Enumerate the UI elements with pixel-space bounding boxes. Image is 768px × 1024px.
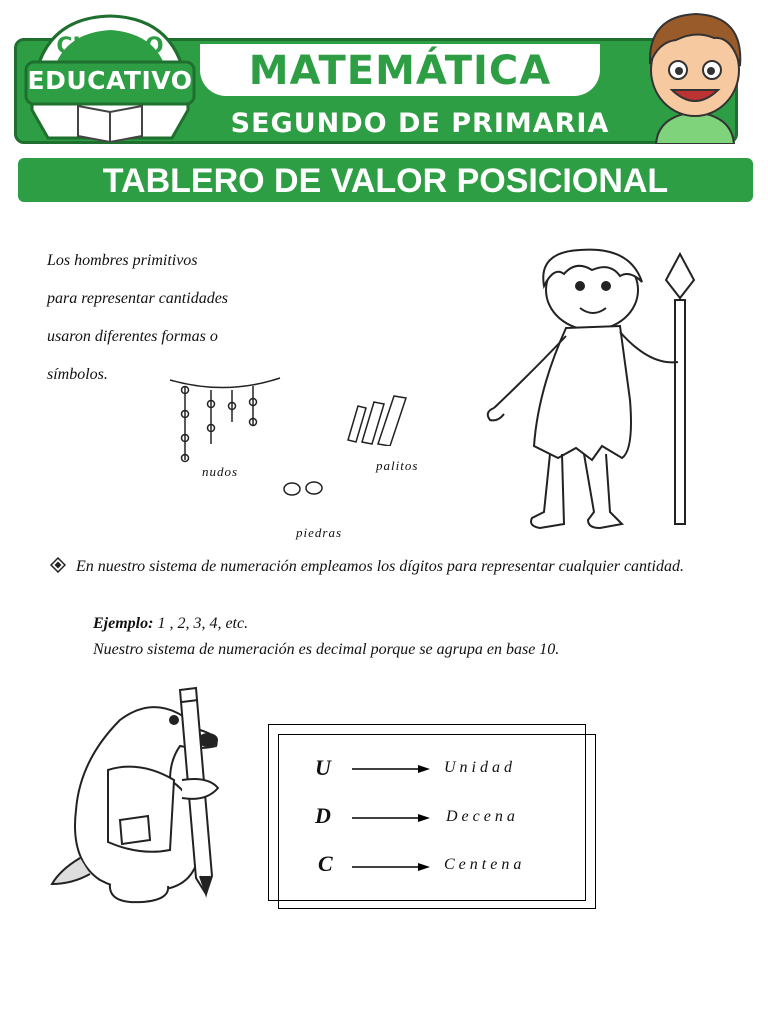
place-letter-d: D <box>315 803 331 828</box>
label-palitos: palitos <box>376 458 419 473</box>
subject-title: MATEMÁTICA <box>248 48 552 94</box>
arrow-right-icon <box>352 862 432 872</box>
place-letter-c: C <box>318 851 333 876</box>
page-title: TABLERO DE VALOR POSICIONAL <box>102 162 669 200</box>
mole-with-pencil-illustration <box>50 680 230 910</box>
sticks-illustration <box>346 392 412 446</box>
place-name-centena: Centena <box>444 856 526 873</box>
example-values: 1 , 2, 3, 4, etc. <box>153 615 249 632</box>
intro-line: Los hombres primitivos <box>47 252 198 269</box>
diamond-bullet-icon <box>50 557 66 573</box>
label-nudos: nudos <box>202 464 239 479</box>
label-piedras: piedras <box>296 525 342 540</box>
logo-text-circulo: CIRCULO <box>56 34 164 59</box>
example-line <box>93 615 248 633</box>
stones-illustration <box>280 478 326 502</box>
place-letter-u: U <box>315 755 331 780</box>
caveman-illustration <box>480 240 710 540</box>
arrow-right-icon <box>352 764 432 774</box>
numeration-paragraph: En nuestro sistema de numeración empleamos los dígitos para representar cualquier cantidad. <box>76 558 684 575</box>
grade-title: SEGUNDO DE PRIMARIA <box>230 108 610 139</box>
decimal-note: Nuestro sistema de numeración es decimal porque se agrupa en base 10. <box>93 641 560 658</box>
example-label: Ejemplo: <box>93 615 154 632</box>
logo-text-educativo: EDUCATIVO <box>27 66 193 95</box>
intro-line: símbolos. <box>47 366 108 383</box>
intro-line: usaron diferentes formas o <box>47 328 218 345</box>
place-name-unidad: Unidad <box>444 759 516 776</box>
arrow-right-icon <box>352 813 432 823</box>
place-name-decena: Decena <box>446 808 519 825</box>
book-icon <box>78 106 142 142</box>
knotted-rope-illustration <box>168 374 284 466</box>
intro-line: para representar cantidades <box>47 290 229 307</box>
kid-mascot-icon <box>636 8 754 144</box>
